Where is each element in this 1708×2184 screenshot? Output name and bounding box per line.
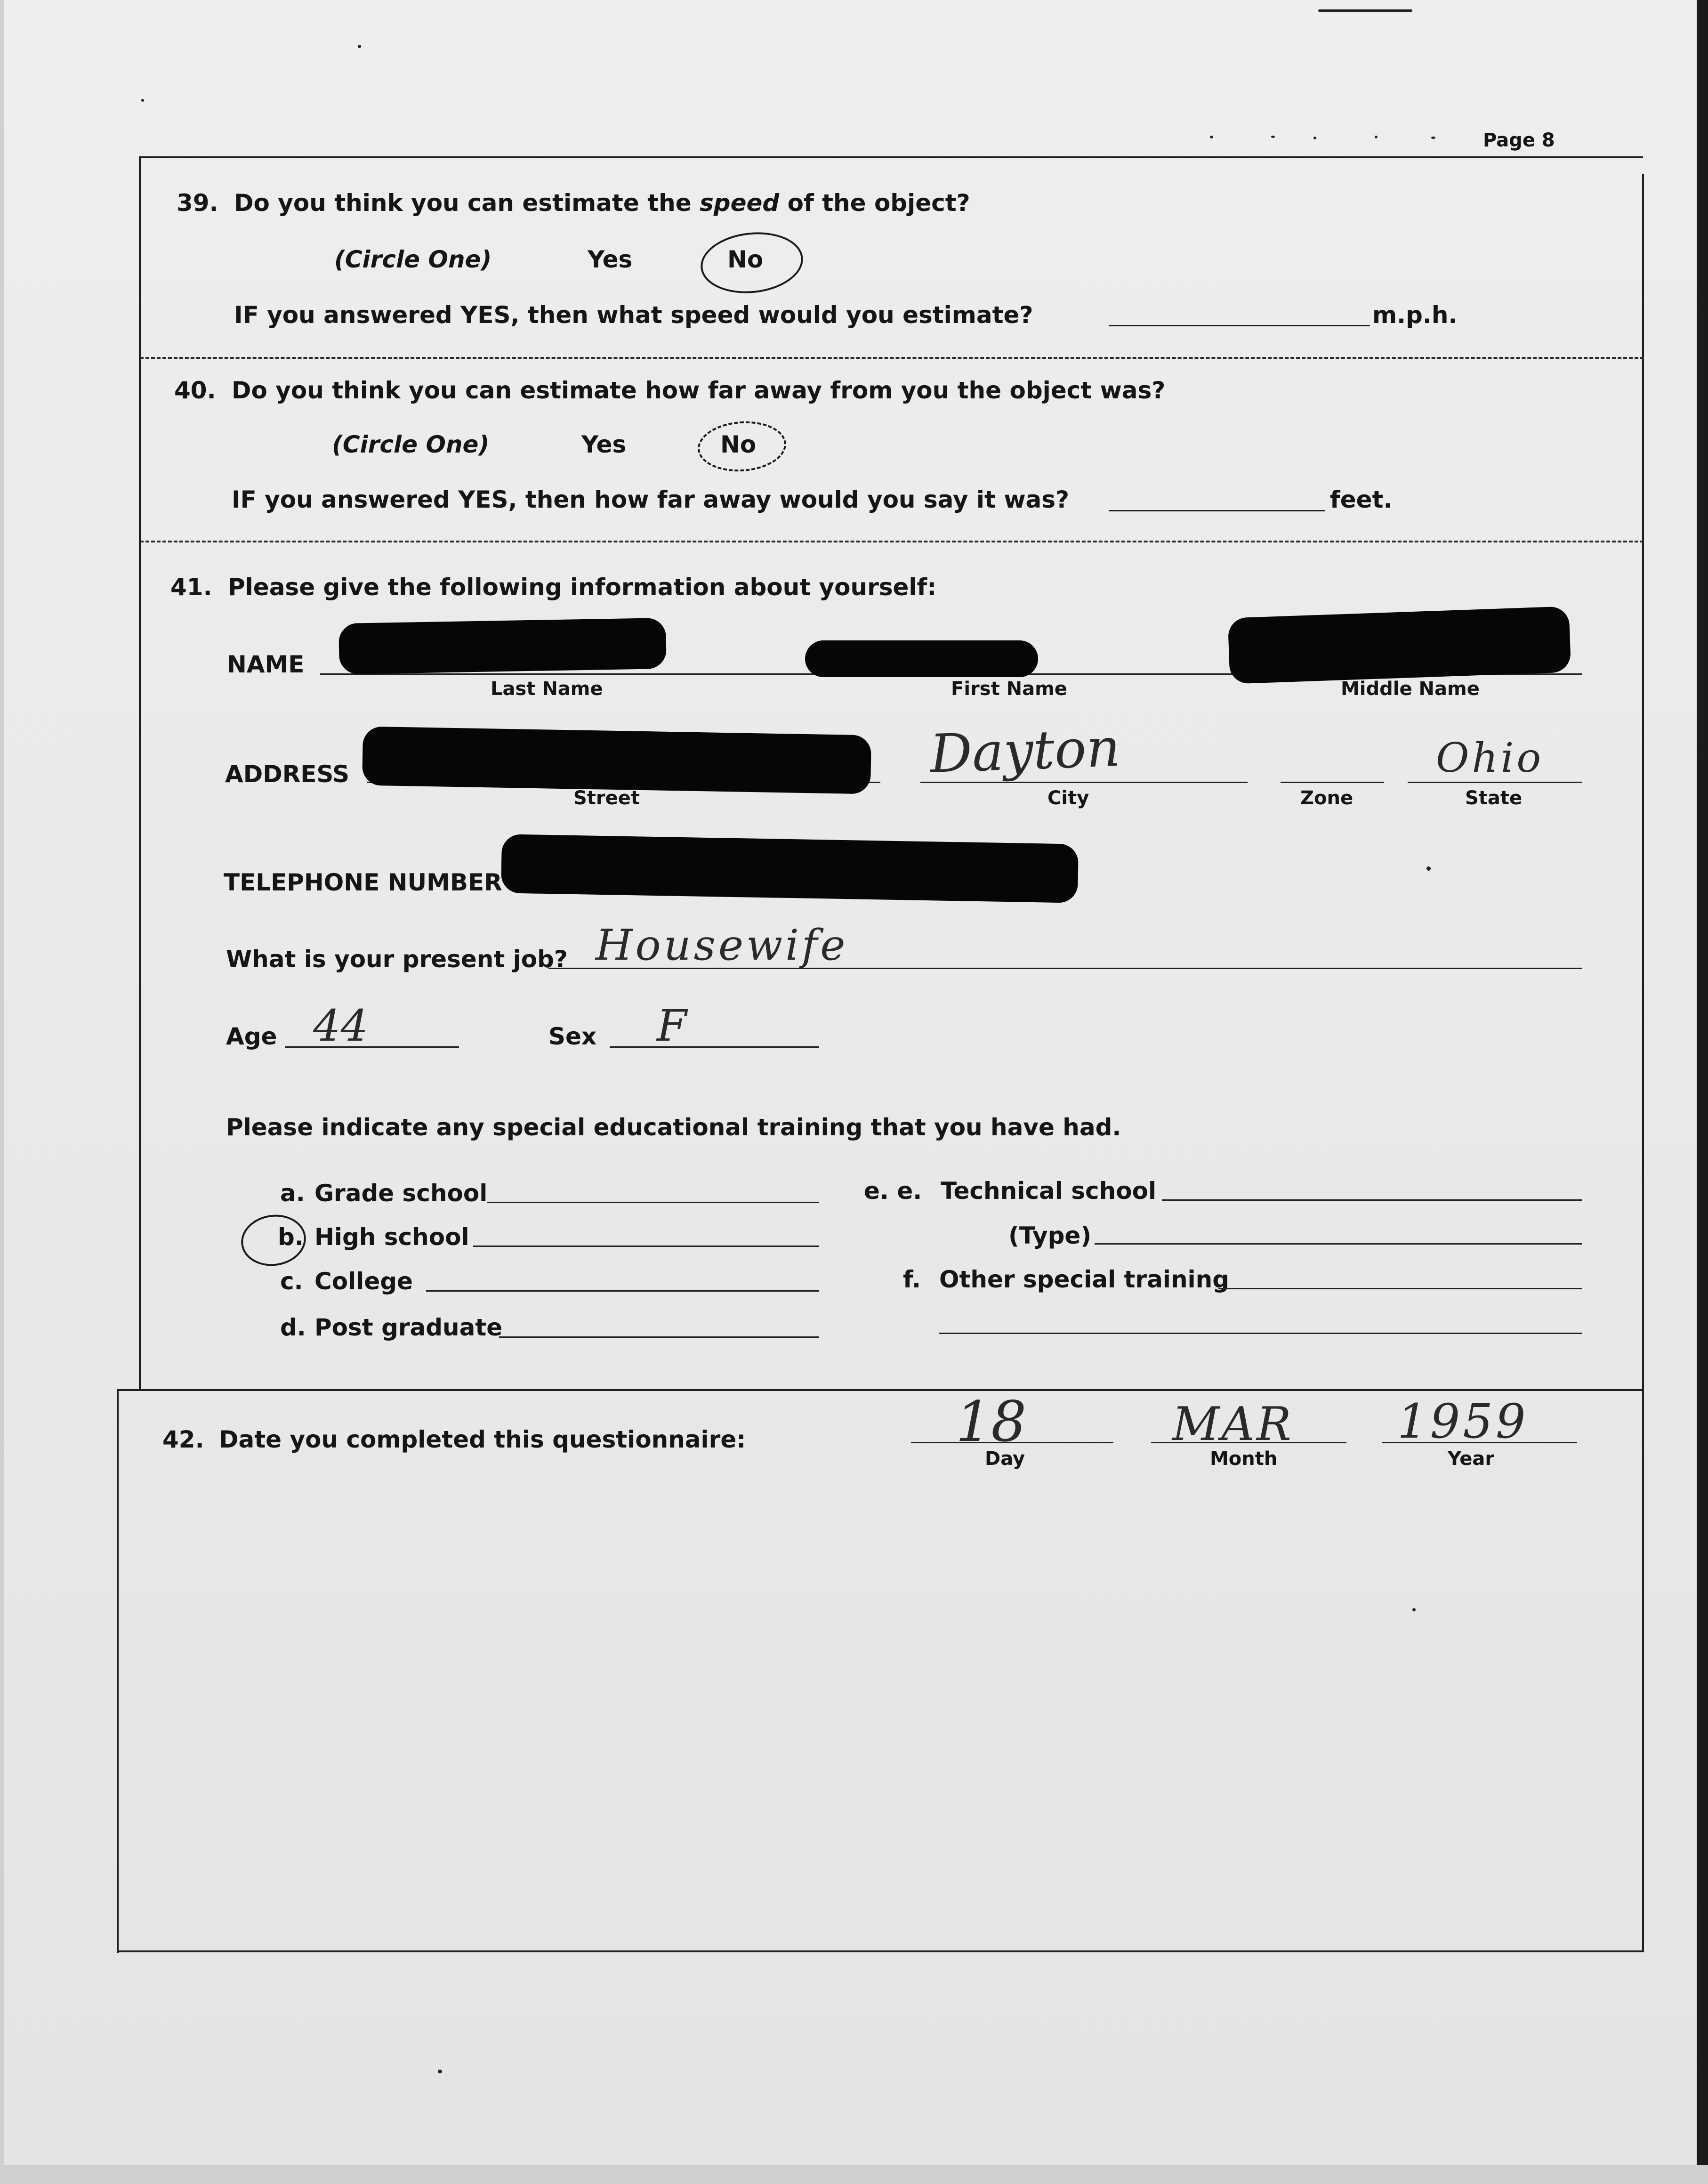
- handwritten-job: Housewife: [596, 921, 848, 970]
- frame-top-border: [139, 156, 1643, 158]
- scan-speck: [438, 2070, 442, 2073]
- distance-answer-line[interactable]: [1109, 510, 1325, 511]
- frame-bottom-border: [117, 1950, 1644, 1952]
- section-divider-41: [140, 541, 1644, 542]
- redaction-middle-name: [1228, 606, 1571, 684]
- section-divider-42: [117, 1389, 1644, 1391]
- prompt-text: Do you think you can estimate the: [234, 189, 692, 217]
- education-college[interactable]: College: [314, 1268, 413, 1295]
- grade-school-answer-line[interactable]: [487, 1202, 819, 1203]
- handwritten-city: Dayton: [928, 717, 1121, 785]
- followup-question: IF you answered YES, then how far away would you say it was?: [232, 486, 1070, 513]
- handwritten-day: 18: [956, 1389, 1027, 1454]
- followup-question: IF you answered YES, then what speed would you estimate?: [234, 301, 1033, 329]
- frame-left-border-lower: [117, 1390, 119, 1953]
- name-label: NAME: [227, 651, 305, 678]
- scan-edge-right: [1697, 0, 1708, 2184]
- redaction-telephone: [501, 834, 1079, 903]
- state-caption: State: [1465, 787, 1523, 809]
- scan-edge-bottom: [0, 2165, 1708, 2184]
- year-caption: Year: [1448, 1448, 1495, 1470]
- scan-speck: [1431, 137, 1435, 139]
- telephone-label: TELEPHONE NUMBER: [224, 869, 502, 896]
- education-grade-school[interactable]: Grade school: [314, 1180, 488, 1207]
- month-caption: Month: [1210, 1448, 1278, 1470]
- handwritten-month: MAR: [1172, 1398, 1293, 1451]
- last-name-caption: Last Name: [491, 678, 603, 700]
- education-post-graduate[interactable]: Post graduate: [314, 1314, 503, 1341]
- redaction-last-name: [338, 618, 667, 674]
- college-answer-line[interactable]: [426, 1290, 819, 1292]
- sex-answer-line[interactable]: [610, 1046, 819, 1048]
- education-selection-circle: [238, 1211, 309, 1270]
- circle-one-instruction: (Circle One): [334, 246, 492, 273]
- other-training-answer-line[interactable]: [1218, 1288, 1582, 1289]
- question-number: 42.: [162, 1426, 204, 1453]
- age-label: Age: [226, 1023, 277, 1050]
- handwritten-age: 44: [313, 1001, 369, 1051]
- page-number: Page 8: [1483, 129, 1555, 151]
- job-label: What is your present job?: [226, 946, 568, 973]
- handwritten-year: 1959: [1397, 1394, 1529, 1449]
- prompt-text: of the object?: [787, 189, 970, 217]
- education-option-letter: d.: [280, 1314, 306, 1341]
- question-prompt: Do you think you can estimate how far away from you the object was?: [232, 377, 1166, 404]
- question-number: 39.: [177, 189, 218, 217]
- handwritten-sex: F: [657, 1001, 687, 1051]
- education-prompt: Please indicate any special educational training that you have had.: [226, 1114, 1121, 1141]
- scan-edge-left: [0, 0, 4, 2184]
- scan-speck: [1318, 9, 1412, 12]
- education-option-letter: e. e.: [864, 1177, 922, 1205]
- education-other-training[interactable]: Other special training: [939, 1266, 1230, 1293]
- post-graduate-answer-line[interactable]: [499, 1336, 819, 1338]
- speed-answer-line[interactable]: [1109, 325, 1370, 326]
- day-caption: Day: [985, 1448, 1025, 1470]
- first-name-caption: First Name: [951, 678, 1067, 700]
- scan-speck: [1313, 137, 1316, 139]
- prompt-emphasis: speed: [700, 189, 780, 217]
- scan-speck: [141, 99, 144, 102]
- state-answer-line[interactable]: [1408, 782, 1582, 783]
- street-caption: Street: [573, 787, 640, 809]
- circle-one-instruction: (Circle One): [332, 431, 490, 458]
- question-prompt: Date you completed this questionnaire:: [219, 1426, 746, 1453]
- age-answer-line[interactable]: [285, 1046, 459, 1048]
- scan-speck: [358, 45, 361, 48]
- education-option-letter: b.: [278, 1223, 304, 1251]
- section-divider-40: [140, 357, 1644, 359]
- answer-circle-mark: [696, 419, 788, 475]
- education-high-school[interactable]: High school: [314, 1223, 469, 1251]
- address-label: ADDRESS: [225, 760, 350, 788]
- scan-speck: [1426, 866, 1431, 871]
- option-no[interactable]: No: [727, 246, 764, 273]
- redaction-street: [362, 727, 871, 794]
- technical-school-answer-line[interactable]: [1162, 1199, 1582, 1201]
- technical-type-answer-line[interactable]: [1095, 1243, 1582, 1245]
- unit-label: feet.: [1330, 486, 1393, 513]
- handwritten-state: Ohio: [1436, 735, 1544, 782]
- other-training-answer-line-2[interactable]: [939, 1333, 1582, 1334]
- question-number: 40.: [174, 377, 216, 404]
- education-option-letter: c.: [280, 1268, 303, 1295]
- question-prompt: Please give the following information about yourself:: [228, 574, 937, 601]
- option-no[interactable]: No: [720, 431, 757, 458]
- city-caption: City: [1047, 787, 1089, 809]
- zone-caption: Zone: [1300, 787, 1354, 809]
- scan-speck: [1375, 136, 1378, 138]
- scan-speck: [1412, 1608, 1416, 1611]
- frame-right-border: [1642, 174, 1644, 1952]
- question-number: 41.: [170, 574, 212, 601]
- frame-left-border-upper: [139, 156, 141, 1389]
- technical-type-label: (Type): [1008, 1222, 1092, 1249]
- option-yes[interactable]: Yes: [588, 246, 633, 273]
- unit-label: m.p.h.: [1372, 301, 1458, 329]
- option-yes[interactable]: Yes: [581, 431, 627, 458]
- high-school-answer-line[interactable]: [473, 1246, 819, 1247]
- education-technical-school[interactable]: Technical school: [941, 1177, 1157, 1205]
- answer-circle-mark: [698, 227, 806, 298]
- zone-answer-line[interactable]: [1281, 782, 1384, 783]
- education-option-letter: f.: [903, 1266, 921, 1293]
- redaction-first-name: [805, 640, 1038, 677]
- middle-name-caption: Middle Name: [1341, 678, 1480, 700]
- education-option-letter: a.: [280, 1180, 305, 1207]
- scan-speck: [1210, 136, 1213, 138]
- sex-label: Sex: [548, 1023, 597, 1050]
- question-prompt: [234, 189, 970, 217]
- scan-speck: [1271, 136, 1275, 138]
